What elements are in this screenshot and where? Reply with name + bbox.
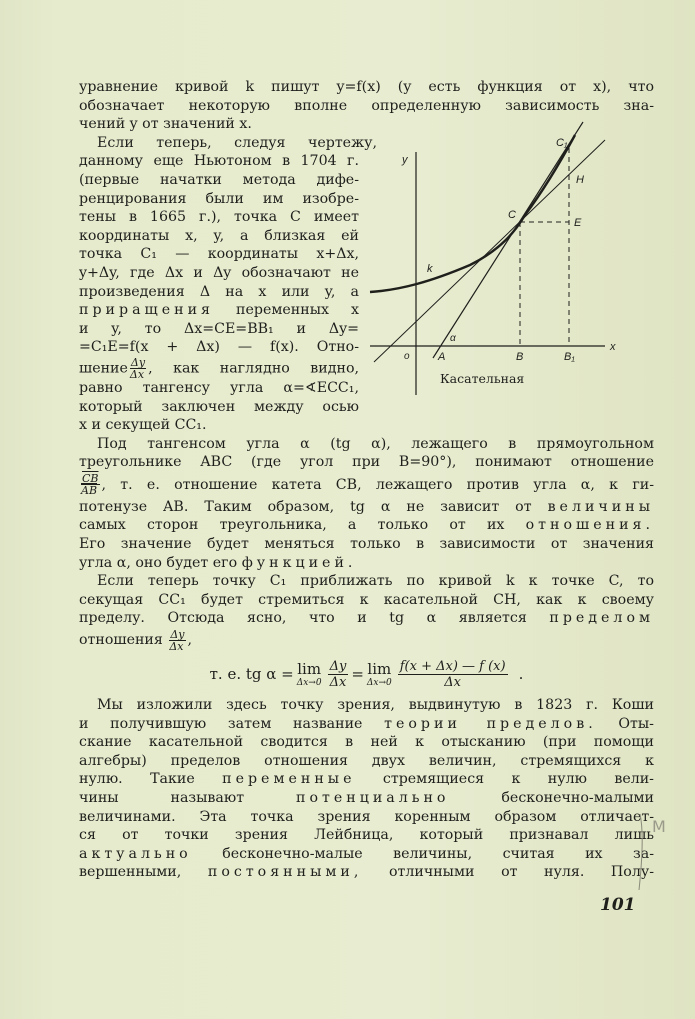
label-x: x <box>610 341 616 353</box>
spaced-term: величины <box>547 498 654 515</box>
text-fragment: чины называют <box>79 790 245 806</box>
text-line: ренцирования были им изобре- <box>79 190 359 207</box>
spaced-term: отношения. <box>525 517 654 534</box>
lim-subscript: Δx→0 <box>296 678 322 689</box>
text-fragment: шение <box>79 360 128 377</box>
text-fragment: пределу. Отсюда ясно, что и tg α является <box>79 610 527 627</box>
limit-operator <box>297 660 322 689</box>
fraction <box>130 357 146 380</box>
fraction <box>328 659 349 690</box>
equals-sign: = <box>351 664 364 683</box>
limit-formula <box>79 652 654 696</box>
spaced-term: пределом <box>549 610 655 627</box>
label-H: H <box>576 174 584 186</box>
text-fragment: угла α, оно будет его <box>79 554 238 571</box>
text-line: ся от точки зрения Лейбница, который признавал лишь <box>79 827 654 844</box>
text-line <box>79 609 654 628</box>
text-fragment: , как наглядно видно, <box>148 360 359 377</box>
label-y: y <box>402 154 408 166</box>
label-C1: C₁ <box>556 137 568 149</box>
text-line: =C₁E=f(x + Δx) — f(x). Отно- <box>79 339 359 356</box>
secant-line-CC1 <box>433 122 583 358</box>
text-line: равно тангенсу угла α=∢ECC₁, <box>79 379 359 396</box>
pencil-margin-mark <box>636 812 676 892</box>
text-line: Мы изложили здесь точку зрения, выдвинутую в 1823 г. Коши <box>97 697 654 714</box>
text-fragment: потенузе AB. Таким образом, tg α не зависит от <box>79 498 532 515</box>
text-fragment: вершенными, <box>79 864 182 881</box>
spaced-term: переменные <box>222 771 356 788</box>
text-line: тены в 1665 г.), точка C имеет <box>79 209 359 226</box>
margin-note: М <box>652 817 666 836</box>
label-C: C <box>508 209 516 221</box>
text-line: y+Δy, где Δx и Δy обозначают не <box>79 264 359 281</box>
text-fragment: переменных x <box>236 302 360 319</box>
text-line: обозначает некоторую вполне определенную зависимость зна- <box>79 97 654 114</box>
text-fragment: отношения <box>79 632 163 649</box>
text-line: Его значение будет меняться только в зависимости от значения <box>79 536 654 553</box>
fraction-denominator: Δx <box>129 367 145 381</box>
text-line: точка C₁ — координаты x+Δx, <box>79 246 359 263</box>
spaced-term: приращения <box>79 302 214 319</box>
text-line <box>79 554 654 573</box>
fraction-numerator: Δy <box>130 355 146 369</box>
text-line: скание касательной сводится в ней к отысканию (при помощи <box>79 734 654 751</box>
text-fragment: нулю. Такие <box>79 771 195 788</box>
tangent-line-CH <box>374 140 605 362</box>
page-number: 101 <box>600 895 636 915</box>
lim-label: lim <box>367 659 392 678</box>
text-line: Под тангенсом угла α (tg α), лежащего в прямоугольном <box>97 435 654 452</box>
fraction-denominator: Δx <box>169 639 184 653</box>
paragraph-limit <box>79 572 654 652</box>
text-line <box>79 845 654 864</box>
text-line: данному еще Ньютоном в 1704 г. <box>79 153 359 170</box>
text-fragment: отличными от нуля. Полу- <box>388 864 654 881</box>
text-line: треугольнике ABC (где угол при B=90°), понимают отношение <box>79 454 654 471</box>
label-B1: B₁ <box>564 351 575 363</box>
text-line: и y, то Δx=CE=BB₁ и Δy= <box>79 320 359 337</box>
spaced-term: потенциально <box>296 790 450 806</box>
lim-label: lim <box>297 659 322 678</box>
text-line <box>79 301 359 320</box>
text-line: величинами. Эта точка зрения коренным образом отличает- <box>79 808 654 825</box>
text-line <box>79 357 359 379</box>
text-line <box>79 715 654 734</box>
label-alpha: α <box>450 333 456 344</box>
text-line: чений y от значений x. <box>79 116 252 133</box>
spaced-term: теории пределов. <box>384 715 597 732</box>
label-B: B <box>516 351 524 363</box>
text-fragment: и получившую затем название <box>79 715 363 732</box>
curve-k <box>370 135 575 292</box>
text-fragment: бесконечно-малыми <box>501 790 654 806</box>
label-k: k <box>427 263 433 275</box>
text-line <box>79 498 654 517</box>
lim-subscript: Δx→0 <box>366 678 392 689</box>
text-fragment: самых сторон треугольника, а только от их <box>79 517 505 534</box>
text-line <box>79 770 654 789</box>
fraction-numerator: Δy <box>329 658 347 674</box>
fraction-denominator: Δx <box>329 674 347 690</box>
text-line <box>79 472 654 498</box>
text-line: произведения Δ на x или y, а <box>79 283 359 300</box>
text-line: уравнение кривой k пишут y=f(x) (y есть функция от x), что <box>79 79 654 95</box>
tangent-diagram <box>360 118 645 403</box>
text-line: который заключен между осью <box>79 398 359 415</box>
limit-operator <box>367 660 392 689</box>
text-fragment: Оты- <box>618 715 654 732</box>
paragraph-cauchy <box>79 696 654 882</box>
text-fragment: стремящиеся к нулю вели- <box>382 771 654 788</box>
fraction-denominator: AB <box>81 484 98 498</box>
figure-caption: Касательная <box>440 371 525 386</box>
text-line: Если теперь, следуя чертежу, <box>97 134 377 151</box>
spaced-term: актуально <box>79 845 192 862</box>
fraction <box>81 473 100 496</box>
fraction-numerator: Δy <box>170 627 185 641</box>
label-E: E <box>574 217 582 229</box>
spaced-term: постоянными, <box>207 864 363 881</box>
fraction <box>398 659 508 690</box>
paragraph-tangent <box>79 435 654 573</box>
fraction-denominator: Δx <box>444 674 462 690</box>
text-line <box>79 863 654 882</box>
period: . <box>518 664 524 683</box>
label-origin: o <box>404 351 410 362</box>
text-fragment: бесконечно-малые величины, считая их за- <box>222 845 654 862</box>
spaced-term: функцией. <box>241 554 357 571</box>
formula-prefix: т. е. tg α = <box>209 664 294 683</box>
text-line: секущая CC₁ будет стремиться к касательной CH, как к своему <box>79 591 654 608</box>
text-line: x и секущей CC₁. <box>79 417 207 434</box>
text-line: координаты x, y, а близкая ей <box>79 227 359 244</box>
text-line <box>79 789 654 808</box>
text-line <box>79 516 654 535</box>
text-line: алгебры) пределов отношения двух величин, стремящихся к <box>79 752 654 769</box>
text-line: (первые начатки метода дифе- <box>79 171 359 188</box>
fraction-numerator: f(x + Δx) — f (x) <box>399 658 506 674</box>
text-line <box>79 628 654 652</box>
text-line: Если теперь точку C₁ приближать по кривой k к точке C, то <box>97 573 654 590</box>
label-A: A <box>438 351 446 363</box>
text-fragment: , т. е. отношение катета CB, лежащего против угла α, к ги- <box>101 476 654 493</box>
text-fragment: , <box>187 632 193 649</box>
fraction-numerator: $\overline{CB}$ <box>82 472 99 486</box>
fraction <box>169 629 185 652</box>
